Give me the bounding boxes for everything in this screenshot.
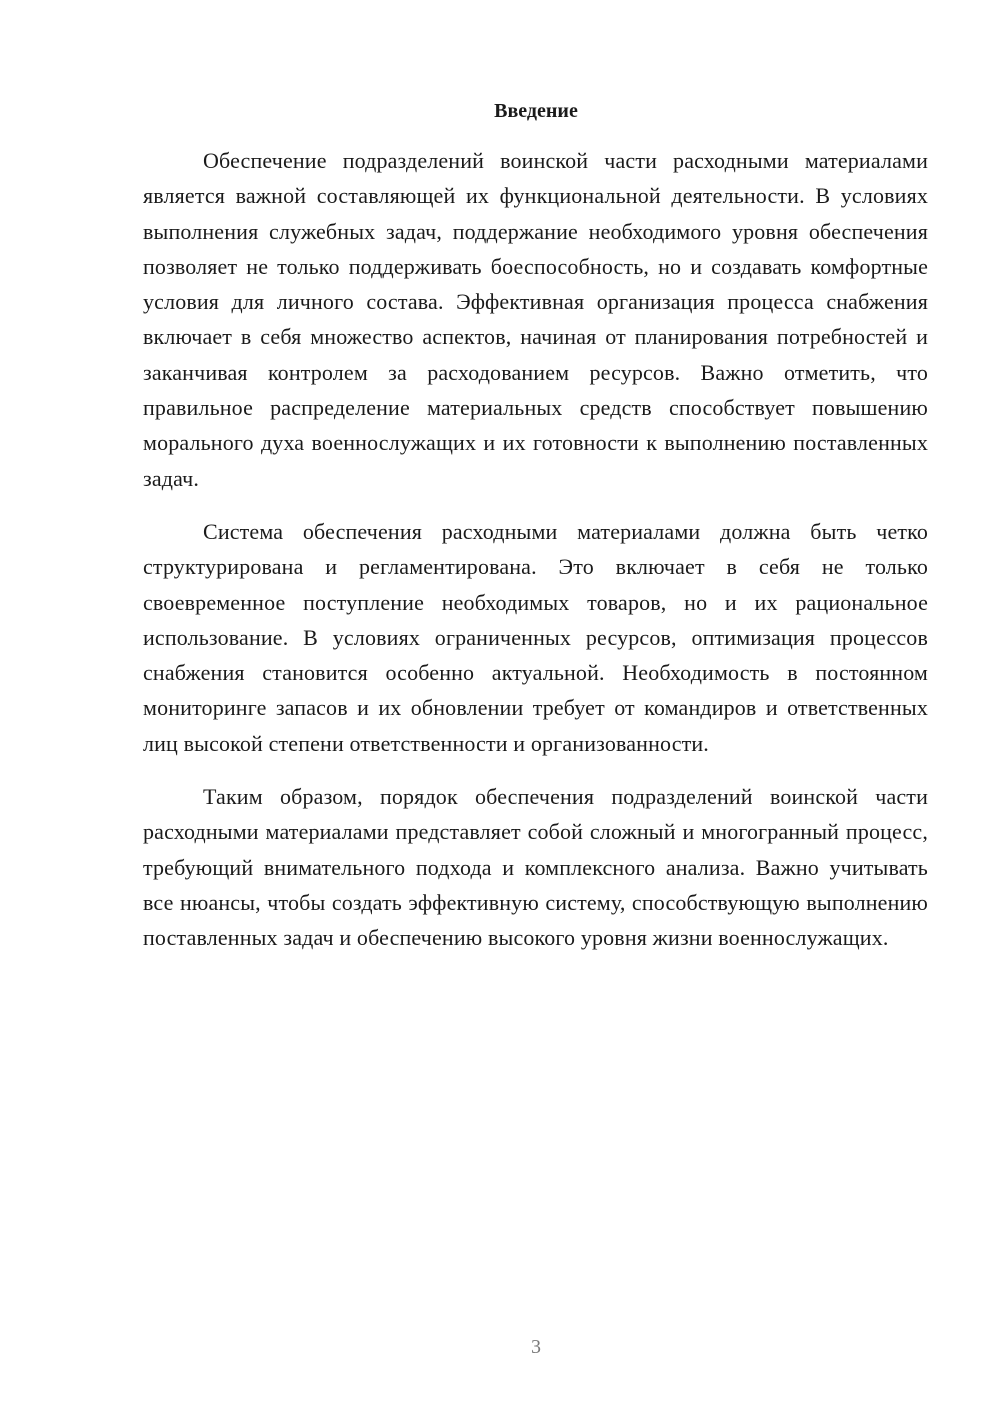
paragraph-3: Таким образом, порядок обеспечения подразделений воинской части расходными материалами представляет собой сложный и многогранный процесс, требующий внимательного подхода и комплексного анализа. Важно учитывать все нюансы, чтобы создать эффективную систему, способствующую выполнению поставленных задач и обеспечению высокого уровня жизни военнослужащих. (143, 784, 928, 951)
paragraph-2: Система обеспечения расходными материалами должна быть четко структурирована и регламентирована. Это включает в себя не только своевременное поступление необходимых товаров, но и их рациональное использование. В условиях ограниченных ресурсов, оптимизация процессов снабжения становится особенно актуальной. Необходимость в постоянном мониторинге запасов и их обновлении требует от командиров и ответственных лиц высокой степени ответственности и организованности. (143, 518, 928, 756)
body-text (143, 143, 928, 956)
paragraph-1: Обеспечение подразделений воинской части расходными материалами является важной составляющей их функциональной деятельности. В условиях выполнения служебных задач, поддержание необходимого уровня обеспечения позволяет не только поддерживать боеспособность, но и создавать комфортные условия для личного состава. Эффективная организация процесса снабжения включает в себя множество аспектов, начиная от планирования потребностей и заканчивая контролем за расходованием ресурсов. Важно отметить, что правильное распределение материальных средств способствует повышению морального духа военнослужащих и их готовности к выполнению поставленных задач. (143, 148, 928, 491)
section-heading: Введение (494, 100, 578, 122)
page-number: 3 (531, 1336, 541, 1358)
